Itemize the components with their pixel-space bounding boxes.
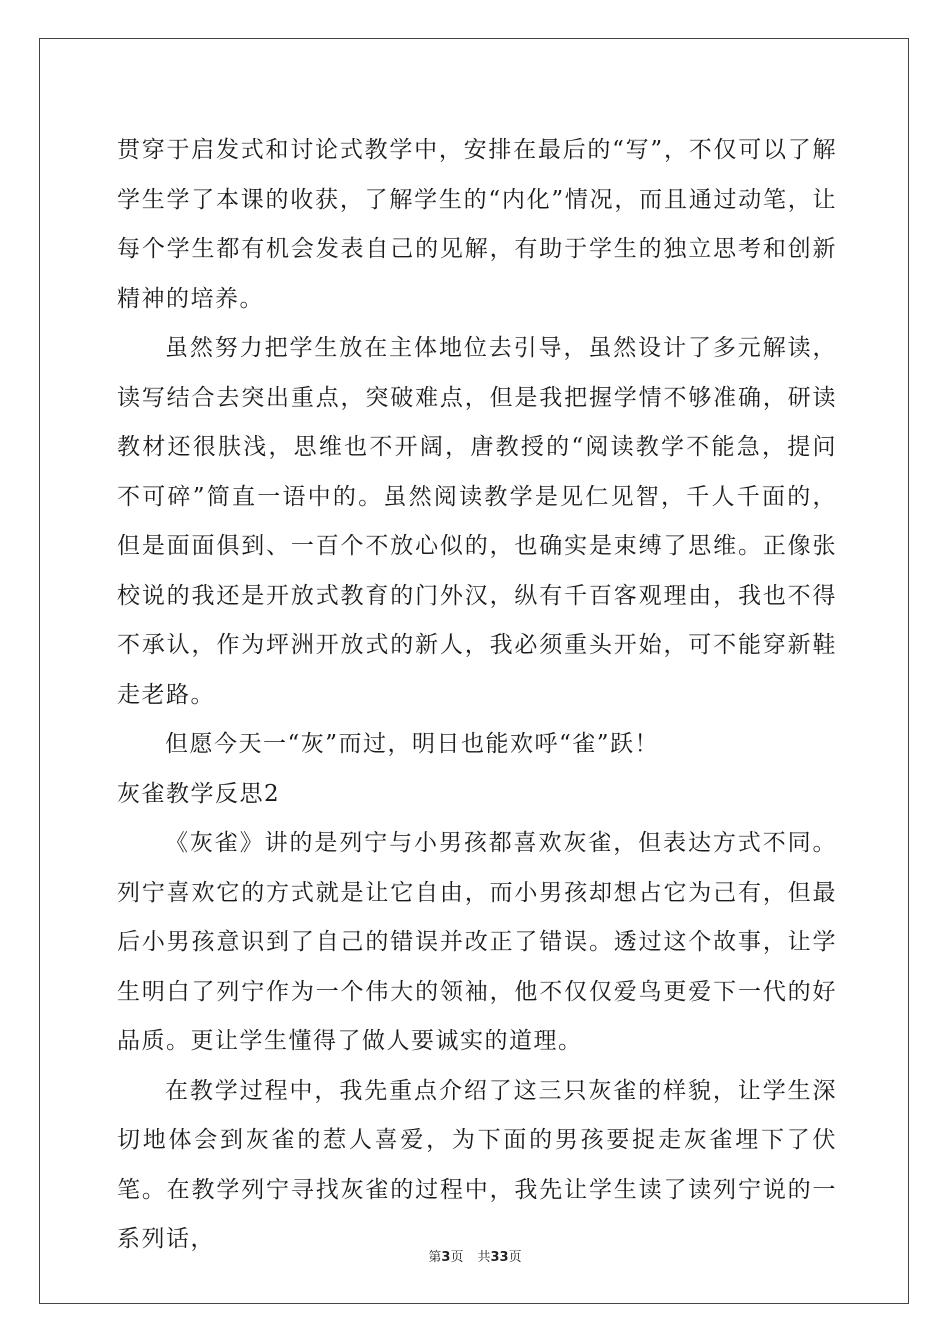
total-prefix: 共 xyxy=(477,1250,491,1265)
paragraph: 在教学过程中，我先重点介绍了这三只灰雀的样貌，让学生深切地体会到灰雀的惹人喜爱，为下面的男孩要捉走灰雀埋下了伏笔。在教学列宁寻找灰雀的过程中，我先让学生读了读列宁说的一系列话， xyxy=(117,1077,837,1252)
page-footer xyxy=(0,1246,950,1265)
total-suffix: 页 xyxy=(508,1250,522,1265)
total-pages: 33 xyxy=(490,1250,509,1265)
page-prefix: 第 xyxy=(428,1250,442,1265)
paragraph: 《灰雀》讲的是列宁与小男孩都喜欢灰雀，但表达方式不同。列宁喜欢它的方式就是让它自由，而小男孩却想占它为己有，但最后小男孩意识到了自己的错误并改正了错误。透过这个故事，让学生明白了列宁作为一个伟大的领袖，他不仅仅爱鸟更爱下一代的好品质。更让学生懂得了做人要诚实的道理。 xyxy=(117,830,837,1054)
page-number: 3 xyxy=(441,1250,451,1265)
paragraph: 但愿今天一“灰”而过，明日也能欢呼“雀”跃！ xyxy=(165,731,660,757)
page-suffix: 页 xyxy=(450,1250,464,1265)
document-body xyxy=(117,126,837,1265)
section-title: 灰雀教学反思2 xyxy=(117,780,281,807)
paragraph: 贯穿于启发式和讨论式教学中，安排在最后的“写”，不仅可以了解学生学了本课的收获，了解学生的“内化”情况，而且通过动笔，让每个学生都有机会发表自己的见解，有助于学生的独立思考和创新精神的培养。 xyxy=(117,137,837,312)
paragraph: 虽然努力把学生放在主体地位去引导，虽然设计了多元解读，读写结合去突出重点，突破难点，但是我把握学情不够准确，研读教材还很肤浅，思维也不开阔，唐教授的“阅读教学不能急，提问不可碎”简直一语中的。虽然阅读教学是见仁见智，千人千面的，但是面面俱到、一百个不放心似的，也确实是束缚了思维。正像张校说的我还是开放式教育的门外汉，纵有千百客观理由，我也不得不承认，作为坪洲开放式的新人，我必须重头开始，可不能穿新鞋走老路。 xyxy=(117,335,837,708)
